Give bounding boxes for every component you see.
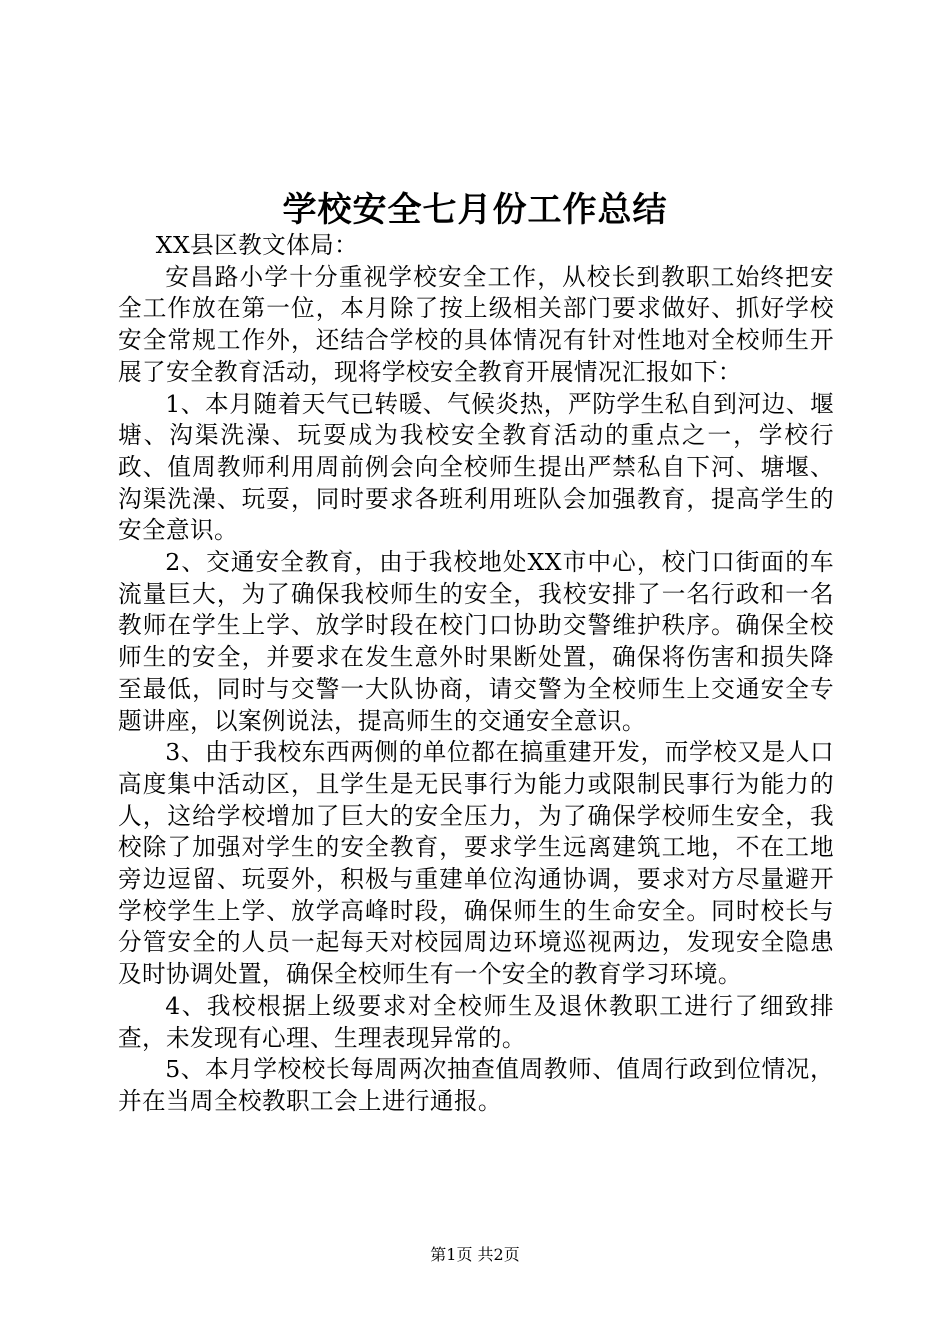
paragraph-intro: 安昌路小学十分重视学校安全工作，从校长到教职工始终把安全工作放在第一位，本月除了按上级相关部门要求做好、抓好学校安全常规工作外，还结合学校的具体情况有针对性地对全校师生开展了安全教育活动，现将学校安全教育开展情况汇报如下： [118,262,834,386]
paragraph-item-1: 1、本月随着天气已转暖、气候炎热，严防学生私自到河边、堰塘、沟渠洗澡、玩耍成为我校安全教育活动的重点之一，学校行政、值周教师利用周前例会向全校师生提出严禁私自下河、塘堰、沟渠洗澡、玩耍，同时要求各班利用班队会加强教育，提高学生的安全意识。 [118,389,834,545]
paragraph-item-3: 3、由于我校东西两侧的单位都在搞重建开发，而学校又是人口高度集中活动区，且学生是无民事行为能力或限制民事行为能力的人，这给学校增加了巨大的安全压力，为了确保学校师生安全，我校除了加强对学生的安全教育，要求学生远离建筑工地，不在工地旁边逗留、玩耍外，积极与重建单位沟通协调，要求对方尽量避开学校学生上学、放学高峰时段，确保师生的生命安全。同时校长与分管安全的人员一起每天对校园周边环境巡视两边，发现安全隐患及时协调处置，确保全校师生有一个安全的教育学习环境。 [118,738,834,989]
paragraph-item-4: 4、我校根据上级要求对全校师生及退休教职工进行了细致排查，未发现有心理、生理表现异常的。 [118,991,834,1052]
document-title: 学校安全七月份工作总结 [282,190,668,230]
salutation: XX县区教文体局： [155,231,359,259]
page-indicator: 第1页 共2页 [430,1245,520,1264]
document-body [118,230,834,1118]
paragraph-item-5: 5、本月学校校长每周两次抽查值周教师、值周行政到位情况，并在当周全校教职工会上进行通报。 [118,1055,834,1115]
paragraph-item-2: 2、交通安全教育，由于我校地处XX市中心，校门口街面的车流量巨大，为了确保我校师生的安全，我校安排了一名行政和一名教师在学生上学、放学时段在校门口协助交警维护秩序。确保全校师生的安全，并要求在发生意外时果断处置，确保将伤害和损失降至最低，同时与交警一大队协商，请交警为全校师生上交通安全专题讲座，以案例说法，提高师生的交通安全意识。 [118,548,834,735]
